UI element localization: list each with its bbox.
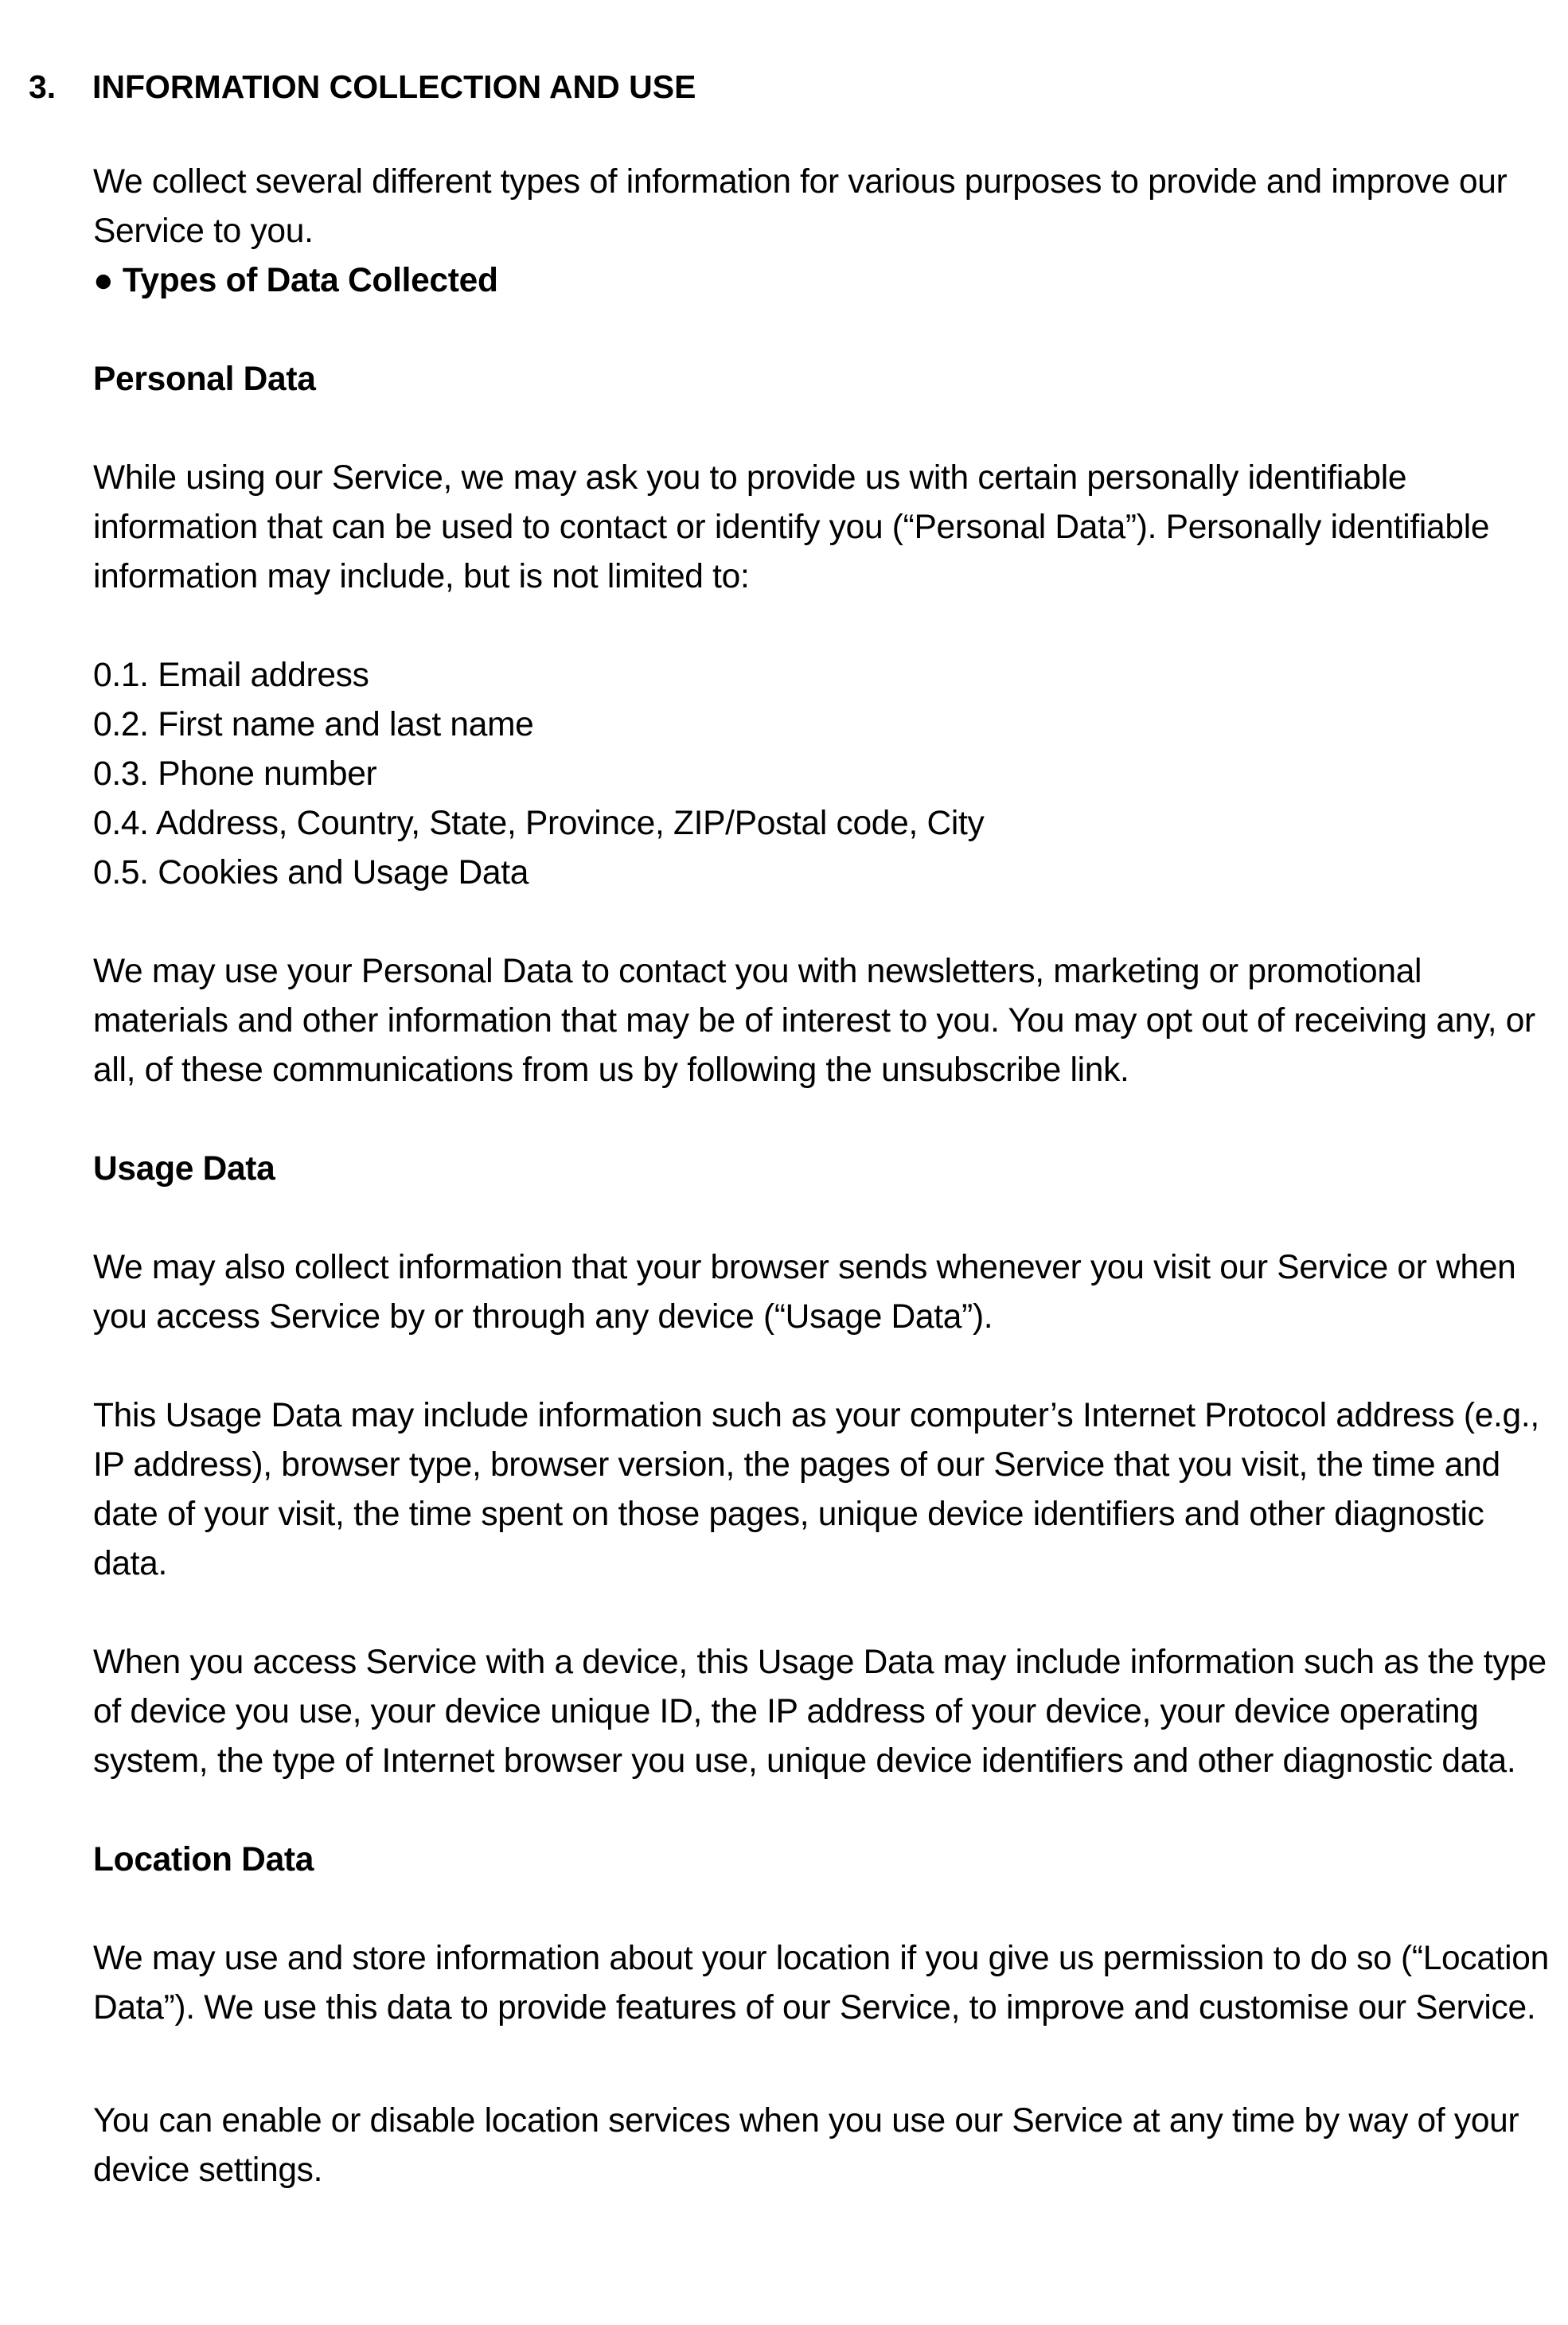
section-title: INFORMATION COLLECTION AND USE <box>92 68 696 105</box>
list-item: 0.3. Phone number <box>93 755 377 793</box>
personal-data-usage-paragraph: We may use your Personal Data to contact you with newsletters, marketing or promotional materials and other information that may be of interest to you. You may opt out of receiving any, or all, of these communications from us by following the unsubscribe link. <box>93 953 1535 1089</box>
personal-data-paragraph: While using our Service, we may ask you to provide us with certain personally identifiable information that can be used to contact or identify you (“Personal Data”). Personally identifiable information may include, but is not limited to: <box>93 459 1490 595</box>
spacer <box>93 306 1550 355</box>
spacer <box>93 1589 1550 1638</box>
list-item: 0.4. Address, Country, State, Province, ZIP/Postal code, City <box>93 805 985 842</box>
spacer <box>93 2033 1550 2097</box>
spacer <box>93 404 1550 454</box>
section-content <box>93 158 1550 2195</box>
usage-data-paragraph: We may also collect information that your browser sends whenever you visit our Service or when you access Service by or through any device (“Usage Data”). <box>93 1249 1516 1336</box>
intro-paragraph: We collect several different types of information for various purposes to provide and improve our Service to you. <box>93 163 1508 250</box>
location-data-paragraph: You can enable or disable location services when you use our Service at any time by way of your device settings. <box>93 2102 1519 2189</box>
usage-data-paragraph: When you access Service with a device, this Usage Data may include information such as the type of device you use, your device unique ID, the IP address of your device, your device operating system, the type of Internet browser you use, unique device identifiers and other diagnostic data. <box>93 1644 1547 1780</box>
spacer <box>93 1095 1550 1145</box>
section-number: 3. <box>29 68 57 105</box>
types-of-data-bullet: ● Types of Data Collected <box>93 262 498 299</box>
personal-data-list <box>93 651 1550 898</box>
list-item: 0.2. First name and last name <box>93 706 534 743</box>
location-data-heading: Location Data <box>93 1841 314 1878</box>
list-item: 0.1. Email address <box>93 657 369 694</box>
section-heading <box>29 62 696 111</box>
spacer <box>93 898 1550 947</box>
location-data-paragraph: We may use and store information about your location if you give us permission to do so (“Location Data”). We use this data to provide features of our Service, to improve and customise our Service. <box>93 1940 1549 2027</box>
spacer <box>93 602 1550 651</box>
spacer <box>93 1342 1550 1391</box>
list-item: 0.5. Cookies and Usage Data <box>93 854 529 891</box>
usage-data-paragraph: This Usage Data may include information such as your computer’s Internet Protocol address (e.g., IP address), browser type, browser version, the pages of our Service that you visit, the time and date of your visit, the time spent on those pages, unique device identifiers and other diagnostic data. <box>93 1397 1539 1582</box>
usage-data-heading: Usage Data <box>93 1150 275 1188</box>
spacer <box>93 1885 1550 1934</box>
personal-data-heading: Personal Data <box>93 361 316 398</box>
spacer <box>93 1786 1550 1835</box>
spacer <box>93 1194 1550 1243</box>
